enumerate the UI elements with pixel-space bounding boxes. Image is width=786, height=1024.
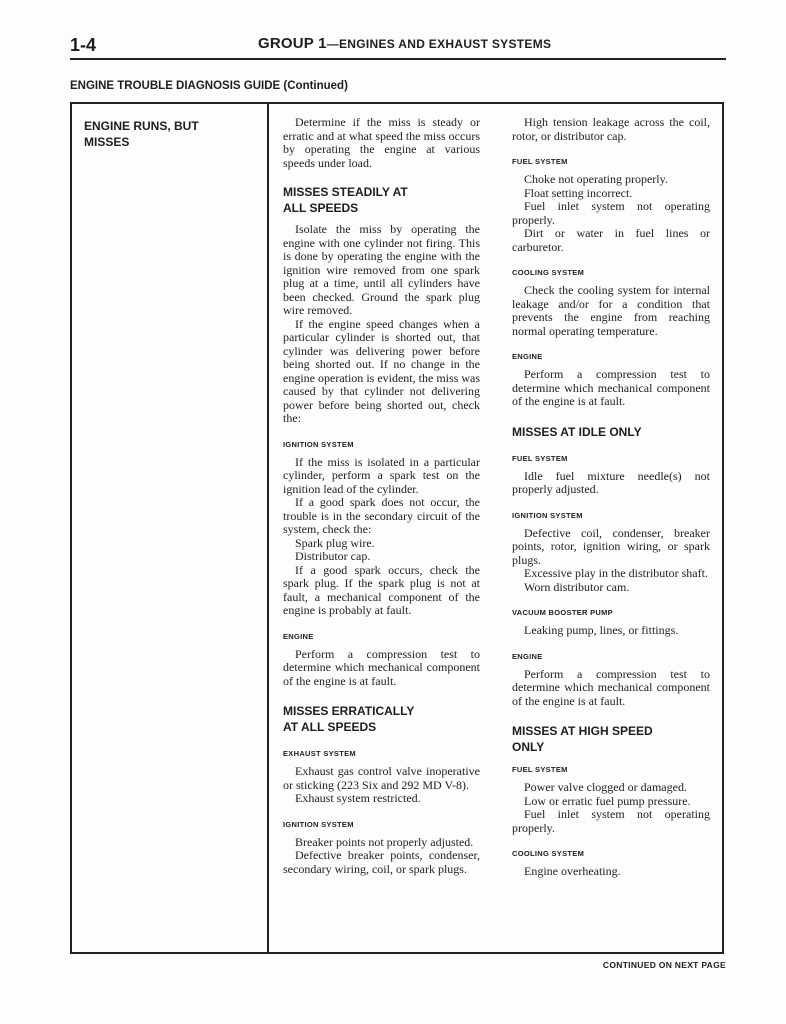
- paragraph: Fuel inlet system not operating properly.: [512, 807, 710, 835]
- list-item: Distributor cap.: [295, 549, 371, 563]
- label-vacuum-booster-pump: VACUUM BOOSTER PUMP: [512, 608, 613, 617]
- paragraph: Defective breaker points, condenser, secondary wiring, coil, or spark plugs.: [283, 848, 480, 876]
- paragraph: Perform a compression test to determine which mechanical component of the engine is at fault.: [512, 367, 710, 408]
- subheading-line-2: ONLY: [512, 740, 545, 754]
- label-ignition-system: IGNITION SYSTEM: [283, 819, 354, 829]
- paragraph: Defective coil, condenser, breaker points, rotor, ignition wiring, or spark plugs.: [512, 525, 710, 567]
- paragraph: Idle fuel mixture needle(s) not properly adjusted.: [512, 468, 710, 496]
- subheading-line-1: MISSES STEADILY AT: [283, 185, 408, 199]
- header-rule: [70, 58, 726, 60]
- section-heading: ENGINE TROUBLE DIAGNOSIS GUIDE (Continued): [70, 80, 348, 92]
- paragraph: Exhaust system restricted.: [295, 791, 421, 805]
- label-exhaust-system: EXHAUST SYSTEM: [283, 749, 356, 758]
- paragraph: Perform a compression test to determine which mechanical component of the engine is at fault.: [283, 646, 480, 688]
- subheading-misses-steadily: [283, 184, 480, 216]
- label-engine: ENGINE: [512, 651, 543, 661]
- paragraph: If the engine speed changes when a particular cylinder is shorted out, that cylinder was delivering power before being shorted out. If no change in the engine operation is evident, the miss was caused by that cylinder not delivering power before being shorted out, check the:: [283, 316, 480, 425]
- subheading-misses-at-high-speed: [512, 723, 710, 755]
- label-engine: ENGINE: [283, 631, 314, 641]
- column-1: [283, 116, 480, 876]
- paragraph: Perform a compression test to determine which mechanical component of the engine is at fault.: [512, 666, 710, 708]
- list-item: Spark plug wire.: [295, 535, 375, 550]
- paragraph: Power valve clogged or damaged.: [524, 780, 687, 794]
- continued-note: CONTINUED ON NEXT PAGE: [602, 960, 726, 970]
- subheading-line-2: ALL SPEEDS: [283, 201, 359, 215]
- paragraph: Worn distributor cam.: [524, 579, 630, 594]
- paragraph: Low or erratic fuel pump pressure.: [524, 793, 691, 808]
- group-dash: —: [326, 37, 339, 51]
- paragraph: Check the cooling system for internal leakage and/or for a condition that prevents the engine from reaching normal operating temperature.: [512, 283, 710, 338]
- label-ignition-system: IGNITION SYSTEM: [283, 439, 354, 449]
- group-label: GROUP 1: [258, 35, 327, 52]
- label-ignition-system: IGNITION SYSTEM: [512, 510, 583, 520]
- condition-line-1: ENGINE RUNS, BUT: [84, 119, 199, 133]
- label-cooling-system: COOLING SYSTEM: [512, 268, 585, 277]
- paragraph: Float setting incorrect.: [524, 185, 633, 200]
- page-number: 1-4: [70, 35, 97, 55]
- label-fuel-system: FUEL SYSTEM: [512, 157, 568, 166]
- paragraph: Isolate the miss by operating the engine with one cylinder not firing. This is done by operating the engine with the ignition wire removed from one spark plug at a time, until all cylinders have been checked. Ground the spark plug wire removed.: [283, 222, 480, 317]
- paragraph: Excessive play in the distributor shaft.: [524, 566, 708, 580]
- condition-line-2: MISSES: [84, 135, 130, 149]
- subheading-misses-at-idle: MISSES AT IDLE ONLY: [512, 424, 642, 439]
- paragraph: Exhaust gas control valve inoperative or sticking (223 Six and 292 MD V-8).: [283, 764, 480, 792]
- paragraph: If the miss is isolated in a particular cylinder, perform a spark test on the ignition lead of the cylinder.: [283, 454, 480, 496]
- paragraph: Fuel inlet system not operating properly.: [512, 199, 710, 227]
- paragraph: If a good spark occurs, check the spark plug. If the spark plug is not at fault, a mechanical component of the engine is probably at fault.: [283, 562, 480, 617]
- subheading-line-1: MISSES ERRATICALLY: [283, 704, 415, 718]
- paragraph: Choke not operating properly.: [524, 172, 668, 186]
- group-title: [258, 35, 551, 52]
- column-divider: [267, 102, 269, 954]
- paragraph: If a good spark does not occur, the trouble is in the secondary circuit of the system, check the:: [283, 495, 480, 536]
- paragraph: Leaking pump, lines, or fittings.: [524, 623, 679, 637]
- label-engine: ENGINE: [512, 352, 543, 361]
- group-subtitle: ENGINES AND EXHAUST SYSTEMS: [338, 37, 552, 51]
- subheading-misses-erratically: [283, 703, 480, 735]
- paragraph: High tension leakage across the coil, rotor, or distributor cap.: [512, 115, 710, 143]
- subheading-line-1: MISSES AT HIGH SPEED: [512, 724, 653, 738]
- intro-paragraph: Determine if the miss is steady or erratic and at what speed the miss occurs by operating the engine at various speeds under load.: [283, 115, 480, 170]
- column-2: [512, 116, 710, 879]
- paragraph: Engine overheating.: [524, 864, 621, 878]
- label-cooling-system: COOLING SYSTEM: [512, 849, 585, 858]
- label-fuel-system: FUEL SYSTEM: [512, 765, 568, 774]
- label-fuel-system: FUEL SYSTEM: [512, 453, 568, 463]
- condition-label: [84, 118, 199, 150]
- subheading-line-2: AT ALL SPEEDS: [283, 720, 377, 734]
- paragraph: Dirt or water in fuel lines or carburetor.: [512, 226, 710, 254]
- paragraph: Breaker points not properly adjusted.: [295, 834, 474, 849]
